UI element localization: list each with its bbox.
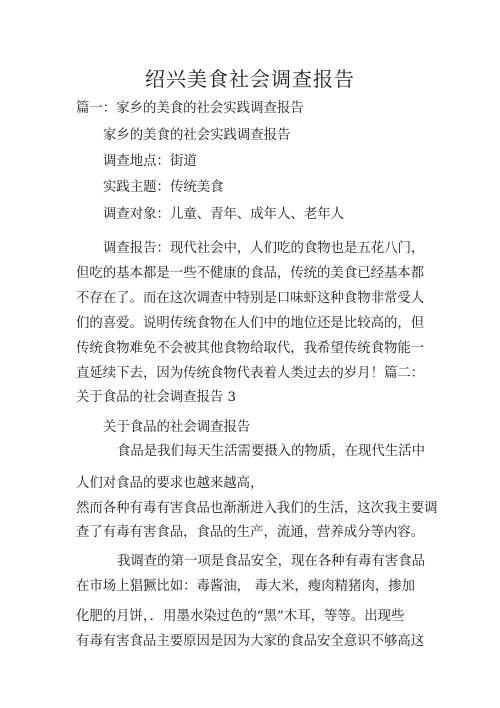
paragraph-line: 调查报告：现代社会中，人们吃的食物也是五花八门，	[103, 241, 425, 256]
paragraph-line: 们的喜爱。说明传统食物在人们中的地位还是比较高的，但	[76, 316, 425, 331]
subheading: 关于食品的社会调查报告	[103, 420, 251, 435]
paragraph-line: 我调查的第一项是食品安全，现在各种有毒有害食品	[117, 554, 425, 569]
paragraph-line: 然而各种有毒有害食品也渐渐进入我们的生活，这次我主要调	[76, 501, 438, 516]
paragraph-line: 传统食物难免不会被其他食物给取代，我希望传统食物能一	[76, 341, 425, 356]
paragraph-line: 在市场上猖獗比如：毒酱油， 毒大米，瘦肉精猪肉，掺加	[76, 579, 416, 594]
info-line: 调查对象：儿童、青年、成年人、老年人	[103, 207, 345, 222]
paragraph-line: 化肥的月饼，．用墨水染过色的“黑”木耳，等等。出现些	[76, 609, 405, 624]
paragraph-line: 有毒有害食品主要原因是因为大家的食品安全意识不够高这	[76, 634, 425, 649]
info-line: 调查地点：街道	[103, 154, 197, 169]
paragraph-line: 查了有毒有害食品，食品的生产，流通，营养成分等内容。	[76, 525, 425, 540]
paragraph-line: 人们对食品的要求也越来越高，	[76, 476, 264, 491]
paragraph-line: 食品是我们每天生活需要摄入的物质，在现代生活中	[117, 444, 425, 459]
paragraph-line: 直延续下去，因为传统食物代表着人类过去的岁月！篇二：	[76, 366, 425, 381]
document-title: 绍兴美食社会调查报告	[145, 67, 355, 91]
info-line: 实践主题：传统美食	[103, 180, 224, 195]
subheading: 家乡的美食的社会实践调查报告	[103, 128, 291, 143]
paragraph-line: 但吃的基本都是一些不健康的食品，传统的美食已经基本都	[76, 266, 425, 281]
section-heading: 篇一：家乡的美食的社会实践调查报告	[76, 101, 304, 116]
paragraph-line: 不存在了。而在这次调查中特别是口味虾这种食物非常受人	[76, 291, 425, 306]
section-heading: 关于食品的社会调查报告 3	[76, 390, 237, 405]
